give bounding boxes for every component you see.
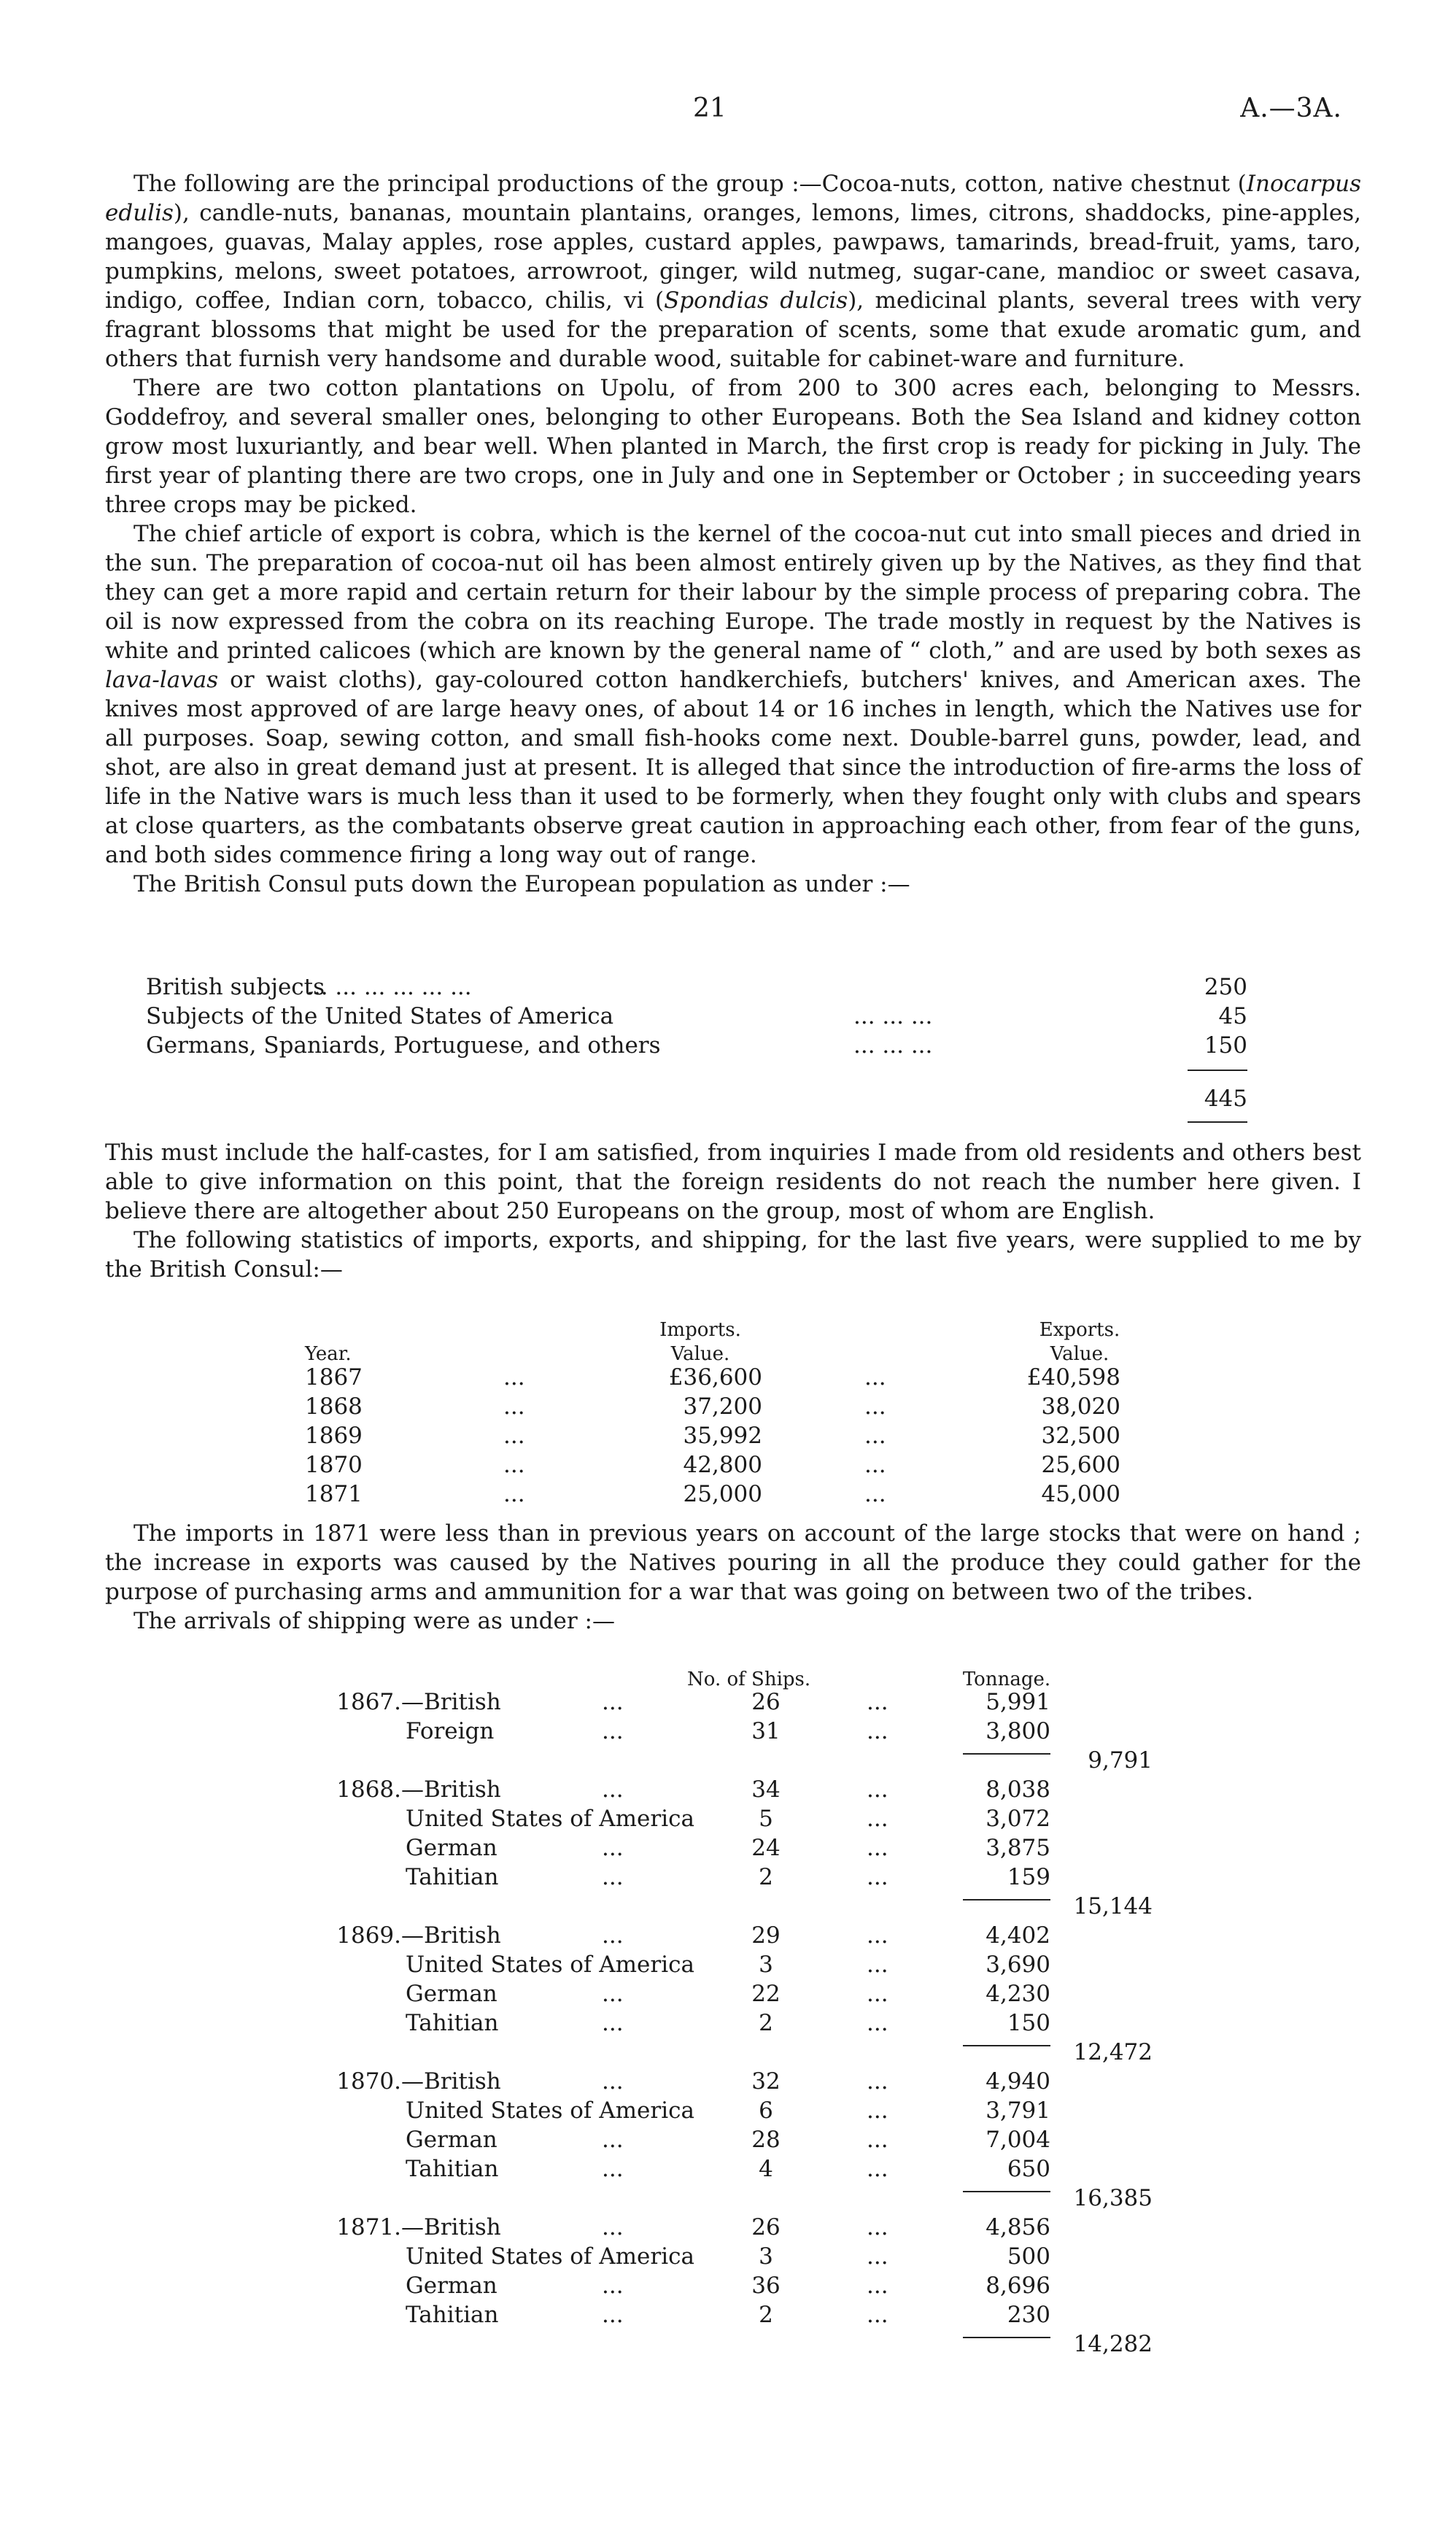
leader-dots: ... <box>602 1835 624 1861</box>
leader-dots: ... <box>602 1718 624 1744</box>
shipping-nation: Tahitian <box>406 1864 499 1890</box>
subtotal-rule <box>963 2045 1050 2046</box>
leader-dots: ... <box>867 1689 888 1715</box>
leader-dots: ... <box>503 1393 525 1420</box>
intro-text <box>105 169 1361 899</box>
leader-dots: ... <box>503 1481 525 1507</box>
shipping-tonnage: 3,072 <box>985 1806 1050 1832</box>
shipping-ships: 26 <box>751 2214 781 2240</box>
shipping-nation: United States of America <box>406 2097 694 2124</box>
shipping-year-total: 16,385 <box>1073 2185 1153 2211</box>
leader-dots: ... ... ... <box>853 1003 933 1029</box>
leader-dots: ... <box>602 1922 624 1949</box>
shipping-nation: —British <box>401 1922 501 1949</box>
shipping-nation: Tahitian <box>406 2010 499 2036</box>
paragraph-imports-1871: The imports in 1871 were less than in previous years on account of the large stocks that were on hand ; the increase in exports was caused by the Natives pouring in all the produce they could gather for the purpose of purchasing arms and ammunition for a war that was going on between two of the tribes. <box>105 1520 1361 1605</box>
leader-dots: ... ... ... <box>853 1032 933 1059</box>
trade-imports: £36,600 <box>668 1364 762 1391</box>
paragraph-cotton: There are two cotton plantations on Upolu, of from 200 to 300 acres each, belonging to Messrs. Goddefroy, and several smaller ones, belonging to other Europeans. Both the Sea Island and kidney cotton grow most luxuriantly, and bear well. When planted in March, the first crop is ready for picking in July. The first year of planting there are two crops, one in July and one in September or October ; in succeeding years three crops may be picked. <box>105 375 1361 518</box>
shipping-tonnage: 150 <box>1007 2010 1050 2036</box>
document-reference: A.—3A. <box>1240 93 1342 123</box>
imports-value-header: Value. <box>670 1343 730 1365</box>
leader-dots: ... <box>867 1806 888 1832</box>
shipping-ships: 31 <box>751 1718 781 1744</box>
shipping-nation: Foreign <box>406 1718 495 1744</box>
leader-dots: ... <box>602 2214 624 2240</box>
shipping-ships: 2 <box>759 2302 773 2328</box>
leader-dots: ... <box>602 2068 624 2095</box>
population-label: British subjects <box>146 974 325 1000</box>
leader-dots: ... <box>503 1364 525 1391</box>
ships-header: No. of Ships. <box>687 1668 811 1690</box>
trade-year: 1868 <box>305 1393 363 1420</box>
leader-dots: ... <box>602 2127 624 2153</box>
shipping-ships: 28 <box>751 2127 781 2153</box>
shipping-tonnage: 4,402 <box>985 1922 1050 1949</box>
leader-dots: ... <box>864 1452 886 1478</box>
shipping-nation: United States of America <box>406 1806 694 1832</box>
shipping-ships: 2 <box>759 1864 773 1890</box>
shipping-tonnage: 4,940 <box>985 2068 1050 2095</box>
text-span: The following are the principal productions of the group :—Cocoa-nuts, cotton, native chestnut ( <box>133 171 1247 197</box>
shipping-ships: 5 <box>759 1806 773 1832</box>
trade-imports: 42,800 <box>683 1452 762 1478</box>
shipping-nation: German <box>406 2127 497 2153</box>
italic-term: lava-lavas <box>105 667 219 693</box>
leader-dots: ... <box>867 1922 888 1949</box>
leader-dots: ... <box>867 2214 888 2240</box>
leader-dots: ... ... ... ... ... ... <box>306 974 472 1000</box>
shipping-tonnage: 5,991 <box>985 1689 1050 1715</box>
trade-year: 1867 <box>305 1364 363 1391</box>
shipping-year-total: 12,472 <box>1073 2039 1153 2065</box>
shipping-tonnage: 650 <box>1007 2156 1050 2182</box>
tonnage-header: Tonnage. <box>962 1668 1051 1690</box>
paragraph-half-castes: This must include the half-castes, for I am satisfied, from inquiries I made from old residents and others best able to give information on this point, that the foreign residents do not reach the number here given. I believe there are altogether about 250 Europeans on the group, most of whom are English. <box>105 1140 1361 1224</box>
shipping-nation: German <box>406 2273 497 2299</box>
leader-dots: ... <box>867 2243 888 2270</box>
leader-dots: ... <box>867 1952 888 1978</box>
shipping-ships: 34 <box>751 1776 781 1803</box>
leader-dots: ... <box>602 1864 624 1890</box>
leader-dots: ... <box>867 2156 888 2182</box>
shipping-nation: —British <box>401 2214 501 2240</box>
leader-dots: ... <box>867 1835 888 1861</box>
shipping-year: 1869. <box>336 1922 401 1949</box>
leader-dots: ... <box>867 2097 888 2124</box>
shipping-ships: 29 <box>751 1922 781 1949</box>
leader-dots: ... <box>867 2127 888 2153</box>
subtotal-rule <box>963 1753 1050 1755</box>
subtotal-rule <box>963 1899 1050 1900</box>
shipping-tonnage: 230 <box>1007 2302 1050 2328</box>
trade-year: 1870 <box>305 1452 363 1478</box>
leader-dots: ... <box>503 1452 525 1478</box>
leader-dots: ... <box>602 2302 624 2328</box>
paragraph-population-intro: The British Consul puts down the European population as under :— <box>133 871 910 897</box>
leader-dots: ... <box>602 1776 624 1803</box>
text-span: or waist cloths), gay-coloured cotton handkerchiefs, butchers' knives, and American axes. The knives most approved of are large heavy ones, of about 14 or 16 inches in length, which the Natives use for all purposes. Soap, sewing cotton, and small fish-hooks come next. Double-barrel guns, powder, lead, and shot, are also in great demand just at present. It is alleged that since the introduction of fire-arms the loss of life in the Native wars is much less than it used to be formerly, when they fought only with clubs and spears at close quarters, as the combatants observe great caution in approaching each other, from fear of the guns, and both sides commence firing a long way out of range. <box>105 667 1361 868</box>
middle-text <box>105 1138 1361 1284</box>
shipping-tonnage: 3,690 <box>985 1952 1050 1978</box>
population-label: Germans, Spaniards, Portuguese, and others <box>146 1032 661 1059</box>
shipping-ships: 2 <box>759 2010 773 2036</box>
shipping-ships: 3 <box>759 1952 773 1978</box>
population-value: 45 <box>1218 1003 1247 1029</box>
trade-year: 1871 <box>305 1481 363 1507</box>
leader-dots: ... <box>864 1393 886 1420</box>
shipping-ships: 32 <box>751 2068 781 2095</box>
year-header: Year. <box>305 1343 352 1365</box>
trade-exports: 25,600 <box>1041 1452 1120 1478</box>
shipping-nation: Tahitian <box>406 2156 499 2182</box>
shipping-year-total: 14,282 <box>1073 2331 1153 2357</box>
leader-dots: ... <box>867 1981 888 2007</box>
shipping-year-total: 15,144 <box>1073 1893 1153 1919</box>
paragraph-productions <box>105 169 1361 374</box>
shipping-ships: 4 <box>759 2156 773 2182</box>
leader-dots: ... <box>503 1423 525 1449</box>
leader-dots: ... <box>864 1423 886 1449</box>
shipping-ships: 36 <box>751 2273 781 2299</box>
trade-imports: 37,200 <box>683 1393 762 1420</box>
leader-dots: ... <box>867 1864 888 1890</box>
shipping-tonnage: 159 <box>1007 1864 1050 1890</box>
shipping-ships: 26 <box>751 1689 781 1715</box>
shipping-year: 1867. <box>336 1689 401 1715</box>
shipping-ships: 3 <box>759 2243 773 2270</box>
imports-header: Imports. <box>659 1319 741 1341</box>
shipping-tonnage: 3,791 <box>985 2097 1050 2124</box>
shipping-year: 1868. <box>336 1776 401 1803</box>
leader-dots: ... <box>864 1481 886 1507</box>
trade-exports: £40,598 <box>1026 1364 1120 1391</box>
leader-dots: ... <box>867 2302 888 2328</box>
shipping-tonnage: 7,004 <box>985 2127 1050 2153</box>
shipping-year: 1871. <box>336 2214 401 2240</box>
sum-rule <box>1188 1070 1247 1071</box>
leader-dots: ... <box>602 2010 624 2036</box>
population-value: 150 <box>1204 1032 1247 1059</box>
text-span: ), candle-nuts, bananas, mountain plantains, oranges, lemons, limes, citrons, shaddocks, pine-apples, mangoes, guavas, Malay apples, rose apples, custard apples, pawpaws, tamarinds, bread-fruit, yams, taro, pumpkins, melons, sweet potatoes, arrowroot, ginger, wild nutmeg, sugar-cane, mandioc or sweet casava, indigo, coffee, Indian corn, tobacco, chilis, vi ( <box>105 200 1361 314</box>
shipping-year: 1870. <box>336 2068 401 2095</box>
exports-value-header: Value. <box>1050 1343 1110 1365</box>
shipping-tonnage: 3,800 <box>985 1718 1050 1744</box>
shipping-nation: —British <box>401 1776 501 1803</box>
trade-exports: 38,020 <box>1041 1393 1120 1420</box>
italic-term: Inocarpus edulis <box>105 171 1361 226</box>
shipping-tonnage: 4,230 <box>985 1981 1050 2007</box>
leader-dots: ... <box>867 1776 888 1803</box>
leader-dots: ... <box>602 1689 624 1715</box>
trade-exports: 45,000 <box>1041 1481 1120 1507</box>
shipping-nation: Tahitian <box>406 2302 499 2328</box>
population-value: 250 <box>1204 974 1247 1000</box>
leader-dots: ... <box>867 2010 888 2036</box>
shipping-nation: German <box>406 1981 497 2007</box>
trade-exports: 32,500 <box>1041 1423 1120 1449</box>
shipping-tonnage: 8,038 <box>985 1776 1050 1803</box>
subtotal-rule <box>963 2191 1050 2192</box>
leader-dots: ... <box>864 1364 886 1391</box>
shipping-tonnage: 4,856 <box>985 2214 1050 2240</box>
after-trade-text <box>105 1519 1361 1636</box>
paragraph-shipping-intro: The arrivals of shipping were as under :— <box>133 1608 615 1634</box>
shipping-nation: —British <box>401 1689 501 1715</box>
paragraph-export <box>105 519 1361 870</box>
shipping-tonnage: 500 <box>1007 2243 1050 2270</box>
text-span: ), medicinal plants, several trees with very fragrant blossoms that might be used for the preparation of scents, some that exude aromatic gum, and others that furnish very handsome and durable wood, suitable for cabinet-ware and furniture. <box>105 287 1362 372</box>
shipping-nation: United States of America <box>406 1952 694 1978</box>
shipping-year-total: 9,791 <box>1088 1747 1153 1774</box>
population-label: Subjects of the United States of America <box>146 1003 614 1029</box>
total-rule <box>1188 1121 1247 1123</box>
trade-imports: 25,000 <box>683 1481 762 1507</box>
subtotal-rule <box>963 2337 1050 2338</box>
italic-term: Spondias dulcis <box>664 287 848 314</box>
population-total: 445 <box>1204 1086 1247 1112</box>
shipping-nation: United States of America <box>406 2243 694 2270</box>
page-number: 21 <box>693 93 727 123</box>
trade-imports: 35,992 <box>683 1423 762 1449</box>
leader-dots: ... <box>602 2273 624 2299</box>
leader-dots: ... <box>602 1981 624 2007</box>
leader-dots: ... <box>867 2273 888 2299</box>
leader-dots: ... <box>867 1718 888 1744</box>
shipping-tonnage: 8,696 <box>985 2273 1050 2299</box>
shipping-ships: 6 <box>759 2097 773 2124</box>
leader-dots: ... <box>867 2068 888 2095</box>
paragraph-statistics-intro: The following statistics of imports, exports, and shipping, for the last five years, were supplied to me by the British Consul:— <box>105 1227 1361 1283</box>
leader-dots: ... <box>602 2156 624 2182</box>
trade-year: 1869 <box>305 1423 363 1449</box>
text-span: The chief article of export is cobra, which is the kernel of the cocoa-nut cut into small pieces and dried in the sun. The preparation of cocoa-nut oil has been almost entirely given up by the Natives, as they find that they can get a more rapid and certain return for their labour by the simple process of preparing cobra. The oil is now expressed from the cobra on its reaching Europe. The trade mostly in request by the Natives is white and printed calicoes (which are known by the general name of “ cloth,” and are used by both sexes as <box>105 521 1361 664</box>
shipping-ships: 22 <box>751 1981 781 2007</box>
shipping-ships: 24 <box>751 1835 781 1861</box>
shipping-tonnage: 3,875 <box>985 1835 1050 1861</box>
shipping-nation: German <box>406 1835 497 1861</box>
exports-header: Exports. <box>1039 1319 1120 1341</box>
shipping-nation: —British <box>401 2068 501 2095</box>
